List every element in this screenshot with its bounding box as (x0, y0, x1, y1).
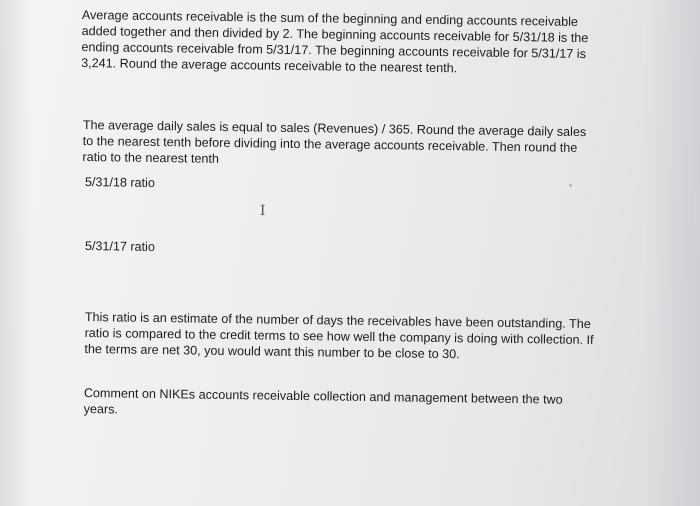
ratio-2018-label: 5/31/18 ratio (84, 174, 156, 190)
dust-speck (569, 184, 572, 187)
page-edge-shadow (0, 0, 30, 506)
average-ar-instructions: Average accounts receivable is the sum of the beginning and ending accounts receivable added together and then divided by 2. The beginning accounts receivable for 5/31/18 is the ending accounts receivable from 5/31/17. The beginning accounts receivable for 5/31/17 is 3,241. Round the average accounts receivable to the nearest tenth. (81, 7, 589, 76)
text-cursor-icon: I (259, 203, 266, 220)
average-daily-sales-instructions: The average daily sales is equal to sales (Revenues) / 365. Round the average daily sales to the nearest tenth before dividing into the average accounts receivable. Then round the ratio to the nearest tenth (82, 117, 587, 166)
ratio-explanation: This ratio is an estimate of the number of days the receivables have been outstanding. The ratio is compared to the credit terms to see how well the company is doing with collection. If the terms are net 30, you would want this number to be close to 30. (84, 309, 594, 362)
page-edge-shade (645, 0, 700, 506)
ratio-2017-label: 5/31/17 ratio (84, 238, 156, 254)
comment-prompt: Comment on NIKEs accounts receivable collection and management between the two years. (83, 385, 563, 417)
